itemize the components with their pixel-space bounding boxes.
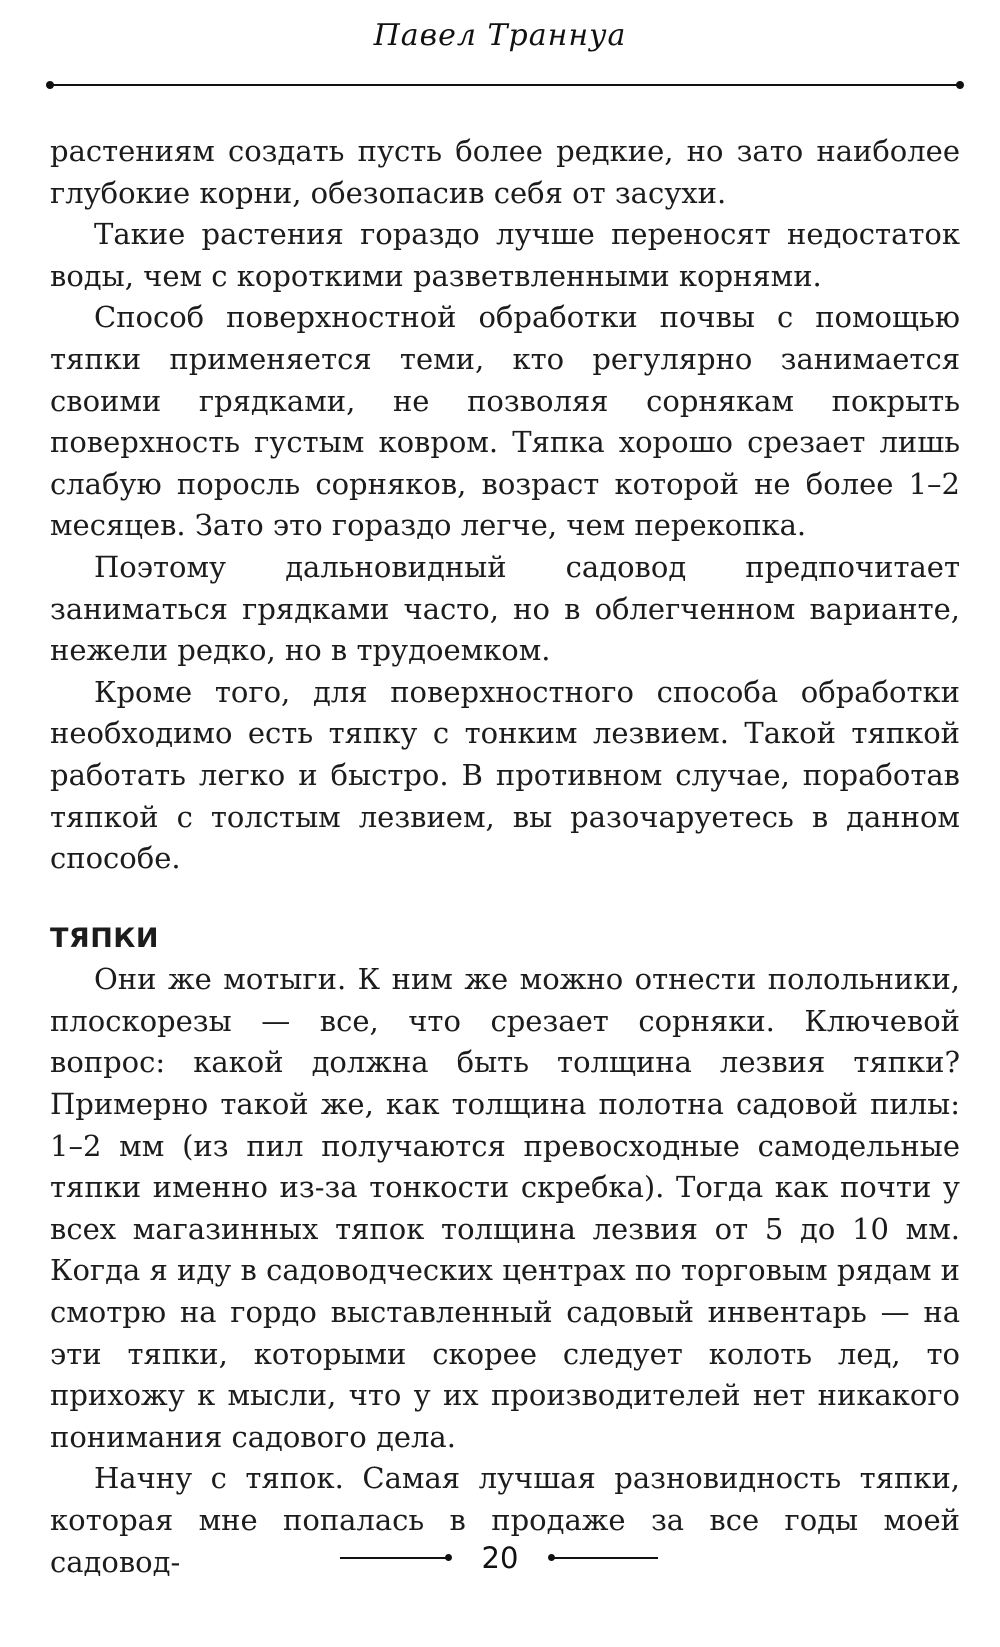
section-heading: ТЯПКИ	[50, 922, 159, 954]
footer-dot-left	[445, 1554, 452, 1561]
divider-dot-left	[46, 81, 54, 89]
paragraph-1: растениям создать пусть более редкие, но зато наиболее глубокие корни, обезопасив себя от засухи.	[50, 134, 960, 210]
footer-rule-left	[340, 1557, 448, 1559]
page-number: 20	[481, 1541, 519, 1575]
page-footer	[0, 1538, 1000, 1578]
footer-rule-right	[550, 1557, 658, 1559]
paragraph-2: Такие растения гораздо лучше переносят недостаток воды, чем с короткими разветвленными корнями.	[50, 217, 960, 293]
paragraph-3: Способ поверхностной обработки почвы с помощью тяпки применяется теми, кто регулярно занимается своими грядками, не позволяя сорнякам покрыть поверхность густым ковром. Тяпка хорошо срезает лишь слабую поросль сорняков, возраст которой не более 1–2 месяцев. Зато это гораздо легче, чем перекопка.	[50, 300, 960, 543]
page-body	[50, 131, 960, 1583]
running-header-author: Павел Траннуа	[373, 18, 627, 53]
header-divider	[50, 84, 960, 86]
paragraph-7: Начну с тяпок. Самая лучшая разновидность тяпки, которая мне попалась в продаже за все годы моей садовод-	[50, 1461, 960, 1579]
paragraph-5: Кроме того, для поверхностного способа обработки необходимо есть тяпку с тонким лезвием. Такой тяпкой работать легко и быстро. В противном случае, поработав тяпкой с толстым лезвием, вы разочаруетесь в данном способе.	[50, 674, 960, 876]
paragraph-6: Они же мотыги. К ним же можно отнести полольники, плоскорезы — все, что срезает сорняки. Ключевой вопрос: какой должна быть толщина лезвия тяпки? Примерно такой же, как толщина полотна садовой пилы: 1–2 мм (из пил получаются превосходные самодельные тяпки именно из-за тонкости скребка). Тогда как почти у всех магазинных тяпок толщина лезвия от 5 до 10 мм. Когда я иду в садоводческих центрах по торговым рядам и смотрю на гордо выставленный садовый инвентарь — на эти тяпки, которыми скорее следует колоть лед, то прихожу к мысли, что у их производителей нет никакого понимания садового дела.	[50, 962, 960, 1454]
divider-dot-right	[956, 81, 964, 89]
paragraph-4: Поэтому дальновидный садовод предпочитает заниматься грядками часто, но в облегченном варианте, нежели редко, но в трудоемком.	[50, 549, 960, 668]
